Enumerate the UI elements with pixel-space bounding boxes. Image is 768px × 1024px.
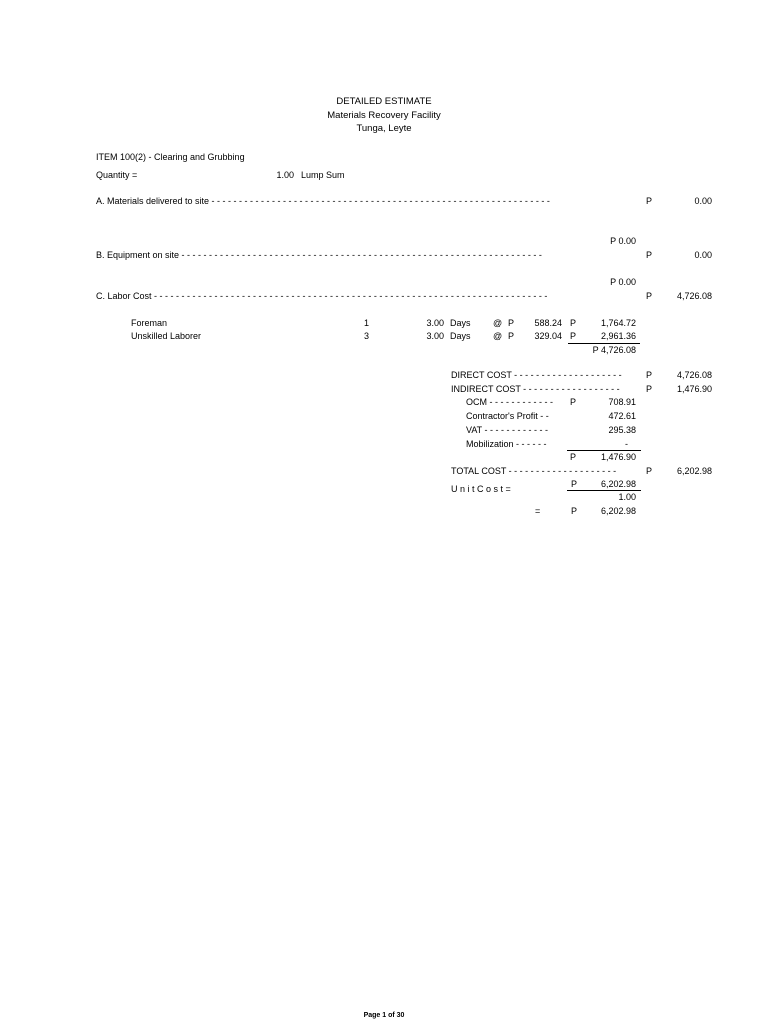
labor-row-name: Foreman xyxy=(131,318,168,328)
direct-cost-label: DIRECT COST - - - - - - - - - - - - - - - - - - - - xyxy=(451,370,622,380)
labor-amount: 4,726.08 xyxy=(676,291,712,301)
unit-cost-result-currency: P xyxy=(571,506,578,516)
equipment-currency: P xyxy=(646,250,653,260)
project-name: Materials Recovery Facility xyxy=(327,110,441,121)
materials-subtotal: P 0.00 xyxy=(610,236,636,246)
labor-row-name: Unskilled Laborer xyxy=(131,331,202,341)
unit-cost-label: U n i t C o s t = xyxy=(451,484,511,494)
labor-row-amount-currency: P xyxy=(570,318,577,328)
labor-row-rate-currency: P xyxy=(508,318,515,328)
unit-cost-result: 6,202.98 xyxy=(600,506,636,516)
unit-cost-fraction-rule xyxy=(567,490,641,491)
labor-row-unit: Days xyxy=(450,331,471,341)
labor-label: C. Labor Cost - - - - - - - - - - - - - - - - - - - - - - - - - - - - - - - - - - - - - - - - - - - - - - - - - - - - - - - - - - - - - - - - - - - - - - - - xyxy=(96,291,548,301)
vat-amount: 295.38 xyxy=(608,425,636,435)
indirect-cost-label: INDIRECT COST - - - - - - - - - - - - - - - - - - xyxy=(451,384,620,394)
labor-row-rate: 329.04 xyxy=(534,331,562,341)
equipment-amount: 0.00 xyxy=(694,250,712,260)
labor-row-rate-currency: P xyxy=(508,331,515,341)
labor-row-days: 3.00 xyxy=(426,331,444,341)
materials-label: A. Materials delivered to site - - - - - - - - - - - - - - - - - - - - - - - - - - - - - - - - - - - - - - - - - - - - - - - - - - - - - - - - - - - - - - xyxy=(96,196,550,206)
equipment-subtotal: P 0.00 xyxy=(610,277,636,287)
item-label: ITEM 100(2) - Clearing and Grubbing xyxy=(96,152,245,162)
labor-row-amount: 1,764.72 xyxy=(600,318,636,328)
labor-row-unit: Days xyxy=(450,318,471,328)
indirect-subtotal-currency: P xyxy=(570,452,577,462)
indirect-cost-amount: 1,476.90 xyxy=(676,384,712,394)
total-cost-currency: P xyxy=(646,466,653,476)
materials-amount: 0.00 xyxy=(694,196,712,206)
quantity-label: Quantity = xyxy=(96,170,138,180)
labor-currency: P xyxy=(646,291,653,301)
page-number: Page 1 of 30 xyxy=(363,1012,405,1019)
quantity-value: 1.00 xyxy=(276,170,294,180)
labor-row-amount-currency: P xyxy=(570,331,577,341)
ocm-amount: 708.91 xyxy=(608,397,636,407)
unit-cost-numerator: 6,202.98 xyxy=(600,479,636,489)
total-cost-amount: 6,202.98 xyxy=(676,466,712,476)
materials-currency: P xyxy=(646,196,653,206)
ocm-label: OCM - - - - - - - - - - - - xyxy=(466,397,553,407)
quantity-unit: Lump Sum xyxy=(301,170,345,180)
unit-cost-denominator: 1.00 xyxy=(618,492,636,502)
labor-subtotal: P 4,726.08 xyxy=(592,345,636,355)
labor-row-count: 1 xyxy=(364,318,370,328)
vat-label: VAT - - - - - - - - - - - - xyxy=(466,425,548,435)
direct-cost-currency: P xyxy=(646,370,653,380)
labor-row-at: @ xyxy=(493,331,503,341)
unit-cost-equals: = xyxy=(535,506,541,516)
ocm-currency: P xyxy=(570,397,577,407)
project-location: Tunga, Leyte xyxy=(356,123,412,134)
labor-row-amount: 2,961.36 xyxy=(600,331,636,341)
labor-row-rate: 588.24 xyxy=(534,318,562,328)
labor-row-count: 3 xyxy=(364,331,370,341)
labor-row-at: @ xyxy=(493,318,503,328)
direct-cost-amount: 4,726.08 xyxy=(676,370,712,380)
labor-subtotal-rule xyxy=(568,343,640,344)
mobilization-label: Mobilization - - - - - - xyxy=(466,439,547,449)
indirect-subtotal-amount: 1,476.90 xyxy=(600,452,636,462)
contractors-profit-label: Contractor's Profit - - xyxy=(466,411,549,421)
mobilization-amount: - xyxy=(625,439,628,449)
indirect-subtotal-rule xyxy=(567,450,641,451)
equipment-label: B. Equipment on site - - - - - - - - - - - - - - - - - - - - - - - - - - - - - - - - - - - - - - - - - - - - - - - - - - - - - - - - - - - - - - - - - - xyxy=(96,250,542,260)
page-title: DETAILED ESTIMATE xyxy=(336,96,432,107)
indirect-cost-currency: P xyxy=(646,384,653,394)
unit-cost-numerator-currency: P xyxy=(571,479,578,489)
labor-row-days: 3.00 xyxy=(426,318,444,328)
contractors-profit-amount: 472.61 xyxy=(608,411,636,421)
total-cost-label: TOTAL COST - - - - - - - - - - - - - - - - - - - - xyxy=(451,466,617,476)
